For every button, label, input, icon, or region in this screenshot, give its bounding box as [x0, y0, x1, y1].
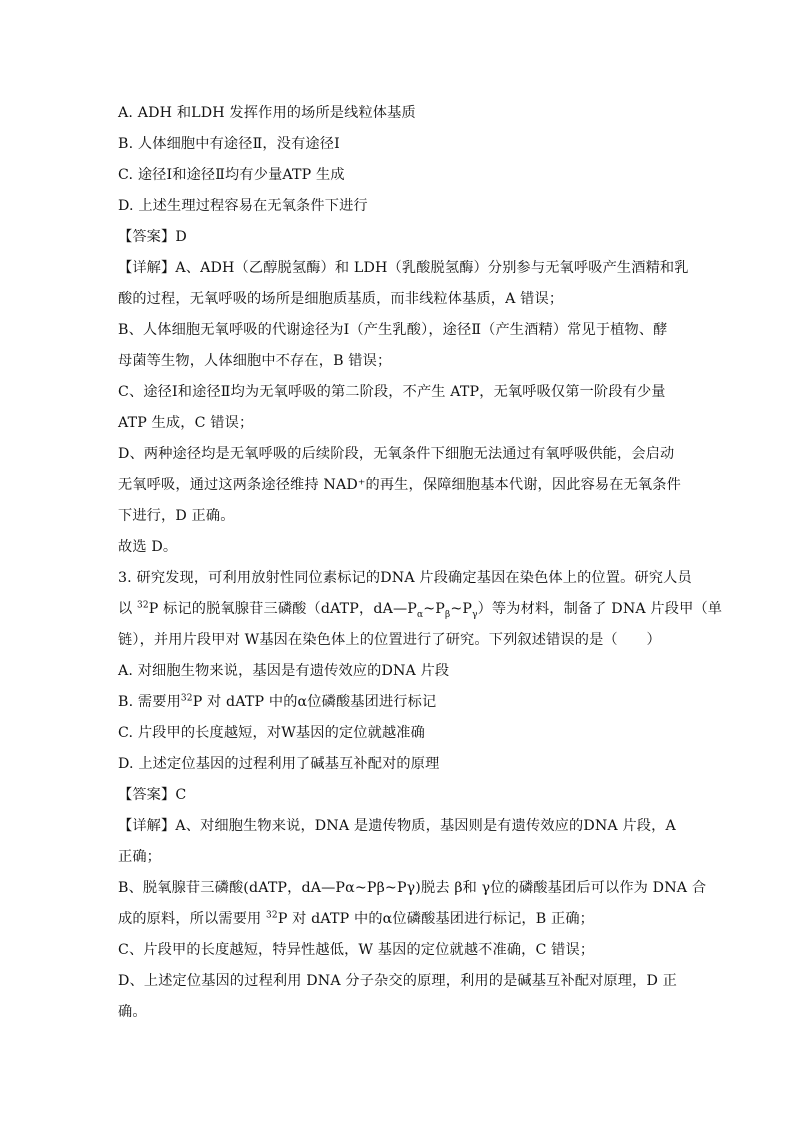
q2-explanation-line: 无氧呼吸，通过这两条途径维持 NAD⁺的再生，保障细胞基本代谢，因此容易在无氧条件	[118, 477, 681, 493]
q3-stem-line-2: 以 $^{32}$P 标记的脱氧腺苷三磷酸（dATP，$dA—P_\alpha\sim P_\beta\sim P_\gamma$）等为材料，制备了 DNA 片段甲（单	[118, 600, 723, 620]
q2-explanation-line: 母菌等生物，人体细胞中不存在，B 错误；	[118, 353, 392, 369]
q3-explanation-line: 【详解】A、对细胞生物来说，DNA 是遗传物质，基因则是有遗传效应的DNA 片段，A	[118, 818, 676, 834]
q2-explanation-line: ATP 生成，C 错误；	[118, 415, 254, 431]
q3-option-d: D. 上述定位基因的过程利用了碱基互补配对的原理	[118, 756, 440, 772]
q2-option-d: D. 上述生理过程容易在无氧条件下进行	[118, 198, 368, 214]
q3-explanation-line: 成的原料，所以需要用 $^{32}$P 对 dATP 中的α位磷酸基团进行标记，B 正确；	[118, 910, 595, 927]
q3-option-a: A. 对细胞生物来说，基因是有遗传效应的DNA 片段	[118, 663, 450, 679]
q2-option-b: B. 人体细胞中有途径Ⅱ，没有途径Ⅰ	[118, 136, 340, 152]
q3-explanation-line: 确。	[118, 1004, 147, 1020]
q3-option-c: C. 片段甲的长度越短，对W基因的定位就越准确	[118, 725, 425, 741]
q2-explanation-line: C、途径Ⅰ和途径Ⅱ均为无氧呼吸的第二阶段，不产生 ATP，无氧呼吸仅第一阶段有少量	[118, 384, 666, 400]
q2-conclusion: 故选 D。	[118, 539, 178, 555]
q2-answer: 【答案】D	[118, 229, 187, 245]
q3-explanation-line: D、上述定位基因的过程利用 DNA 分子杂交的原理，利用的是碱基互补配对原理，D 正	[118, 973, 677, 989]
q3-explanation-line: B、脱氧腺苷三磷酸(dATP，dA—Pα~Pβ~Pγ)脱去 β和 γ位的磷酸基团后可以作为 DNA 合	[118, 880, 707, 896]
q2-explanation-line: 酸的过程，无氧呼吸的场所是细胞质基质，而非线粒体基质，A 错误；	[118, 291, 564, 307]
q3-option-b: B. 需要用$^{32}$P 对 dATP 中的α位磷酸基团进行标记	[118, 693, 437, 710]
q3-explanation-line: 正确；	[118, 849, 162, 865]
q2-explanation-line: B、人体细胞无氧呼吸的代谢途径为Ⅰ（产生乳酸），途径Ⅱ（产生酒精）常见于植物、酵	[118, 322, 668, 338]
q2-option-c: C. 途径Ⅰ和途径Ⅱ均有少量ATP 生成	[118, 167, 345, 183]
q2-explanation-line: D、两种途径均是无氧呼吸的后续阶段，无氧条件下细胞无法通过有氧呼吸供能，会启动	[118, 446, 675, 462]
q3-explanation-line: C、片段甲的长度越短，特异性越低，W 基因的定位就越不准确，C 错误；	[118, 942, 595, 958]
q2-option-a: A. ADH 和LDH 发挥作用的场所是线粒体基质	[118, 105, 416, 121]
q3-answer: 【答案】C	[118, 787, 187, 803]
q3-stem-line-3: 链），并用片段甲对 W基因在染色体上的位置进行了研究。下列叙述错误的是（ ）	[118, 632, 661, 648]
q2-explanation-line: 下进行，D 正确。	[118, 508, 235, 524]
q2-explanation-line: 【详解】A、ADH（乙醇脱氢酶）和 LDH（乳酸脱氢酶）分别参与无氧呼吸产生酒精和乳	[118, 260, 689, 276]
q3-stem-line-1: 3. 研究发现，可利用放射性同位素标记的DNA 片段确定基因在染色体上的位置。研究人员	[118, 570, 692, 586]
